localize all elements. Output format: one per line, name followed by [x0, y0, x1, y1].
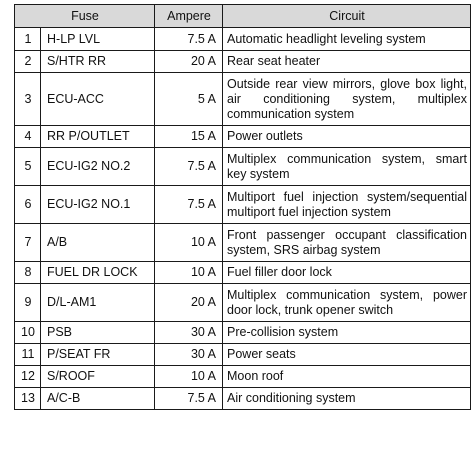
- fuse-ampere: 20 A: [155, 51, 223, 73]
- fuse-number: 5: [15, 148, 41, 186]
- fuse-ampere: 10 A: [155, 366, 223, 388]
- fuse-number: 12: [15, 366, 41, 388]
- fuse-name: ECU-IG2 NO.1: [41, 186, 155, 224]
- table-row: [15, 224, 471, 262]
- fuse-number: 6: [15, 186, 41, 224]
- fuse-circuit: Multiport fuel injection system/sequential multiport fuel injection system: [223, 186, 471, 224]
- fuse-name: A/C-B: [41, 388, 155, 410]
- fuse-ampere: 7.5 A: [155, 28, 223, 51]
- table-row: [15, 51, 471, 73]
- fuse-name: P/SEAT FR: [41, 344, 155, 366]
- fuse-ampere: 20 A: [155, 284, 223, 322]
- fuse-circuit: Air conditioning system: [223, 388, 471, 410]
- header-ampere: Ampere: [155, 5, 223, 28]
- fuse-ampere: 10 A: [155, 224, 223, 262]
- fuse-number: 13: [15, 388, 41, 410]
- table-row: [15, 28, 471, 51]
- fuse-ampere: 10 A: [155, 262, 223, 284]
- header-circuit: Circuit: [223, 5, 471, 28]
- fuse-number: 1: [15, 28, 41, 51]
- table-row: [15, 73, 471, 126]
- fuse-circuit: Rear seat heater: [223, 51, 471, 73]
- fuse-number: 10: [15, 322, 41, 344]
- fuse-name: S/HTR RR: [41, 51, 155, 73]
- fuse-number: 8: [15, 262, 41, 284]
- fuse-table: [14, 4, 471, 410]
- fuse-circuit: Front passenger occupant classification system, SRS airbag system: [223, 224, 471, 262]
- fuse-name: A/B: [41, 224, 155, 262]
- fuse-table-container: [14, 4, 471, 410]
- fuse-number: 9: [15, 284, 41, 322]
- fuse-ampere: 30 A: [155, 344, 223, 366]
- fuse-number: 11: [15, 344, 41, 366]
- fuse-name: S/ROOF: [41, 366, 155, 388]
- fuse-number: 3: [15, 73, 41, 126]
- fuse-name: FUEL DR LOCK: [41, 262, 155, 284]
- header-fuse: Fuse: [15, 5, 155, 28]
- table-row: [15, 148, 471, 186]
- fuse-circuit: Power seats: [223, 344, 471, 366]
- fuse-ampere: 5 A: [155, 73, 223, 126]
- fuse-circuit: Power outlets: [223, 126, 471, 148]
- fuse-number: 7: [15, 224, 41, 262]
- fuse-ampere: 7.5 A: [155, 186, 223, 224]
- fuse-name: ECU-IG2 NO.2: [41, 148, 155, 186]
- fuse-circuit: Outside rear view mirrors, glove box light, air conditioning system, multiplex communication system: [223, 73, 471, 126]
- fuse-circuit: Automatic headlight leveling system: [223, 28, 471, 51]
- fuse-circuit: Moon roof: [223, 366, 471, 388]
- fuse-circuit: Multiplex communication system, power door lock, trunk opener switch: [223, 284, 471, 322]
- fuse-ampere: 7.5 A: [155, 388, 223, 410]
- fuse-name: PSB: [41, 322, 155, 344]
- table-row: [15, 262, 471, 284]
- table-row: [15, 366, 471, 388]
- fuse-circuit: Pre-collision system: [223, 322, 471, 344]
- fuse-ampere: 7.5 A: [155, 148, 223, 186]
- fuse-circuit: Multiplex communication system, smart key system: [223, 148, 471, 186]
- table-row: [15, 388, 471, 410]
- table-row: [15, 186, 471, 224]
- fuse-name: D/L-AM1: [41, 284, 155, 322]
- table-row: [15, 126, 471, 148]
- table-row: [15, 284, 471, 322]
- fuse-number: 4: [15, 126, 41, 148]
- fuse-ampere: 30 A: [155, 322, 223, 344]
- header-row: [15, 5, 471, 28]
- fuse-ampere: 15 A: [155, 126, 223, 148]
- fuse-table-body: [15, 28, 471, 410]
- fuse-name: ECU-ACC: [41, 73, 155, 126]
- fuse-circuit: Fuel filler door lock: [223, 262, 471, 284]
- fuse-name: RR P/OUTLET: [41, 126, 155, 148]
- fuse-name: H-LP LVL: [41, 28, 155, 51]
- table-row: [15, 322, 471, 344]
- fuse-number: 2: [15, 51, 41, 73]
- table-row: [15, 344, 471, 366]
